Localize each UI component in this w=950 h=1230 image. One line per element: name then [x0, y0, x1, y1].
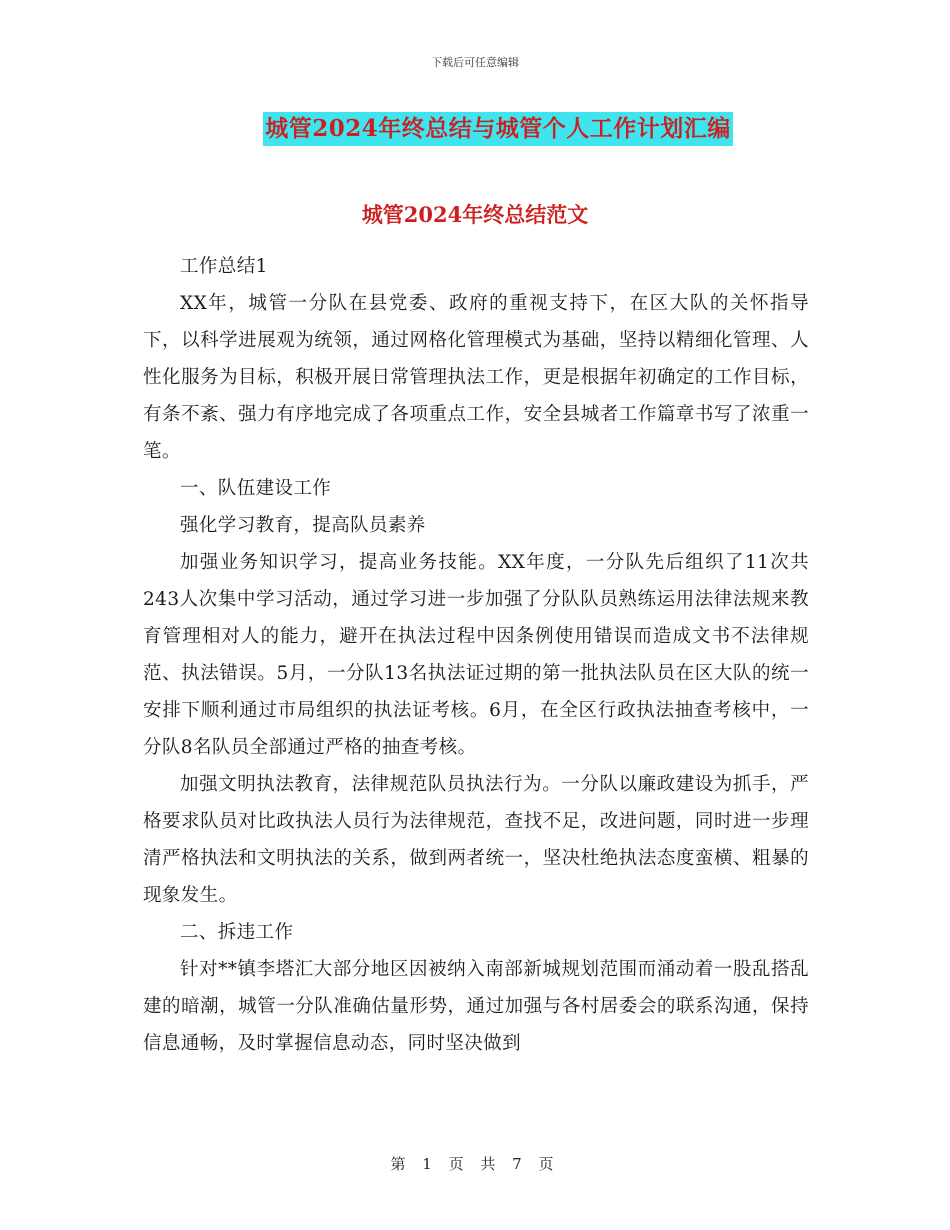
paragraph-subtitle: 工作总结1 [180, 256, 268, 277]
document-title-container [0, 112, 950, 146]
document-title: 城管2024年终总结与城管个人工作计划汇编 [263, 112, 733, 146]
paragraph-heading: 一、队伍建设工作 [180, 478, 332, 499]
paragraph: 加强业务知识学习，提高业务技能。XX年度，一分队先后组织了11次共243人次集中学习活动，通过学习进一步加强了分队队员熟练运用法律法规来教育管理相对人的能力，避开在执法过程中因条例使用错误而造成文书不法律规范、执法错误。5月，一分队13名执法证过期的第一批执法队员在区大队的统一安排下顺利通过市局组织的执法证考核。6月，在全区行政执法抽查考核中，一分队8名队员全部通过严格的抽查考核。 [143, 552, 809, 758]
paragraph-subheading: 强化学习教育，提高队员素养 [180, 515, 426, 536]
document-body [143, 248, 809, 1062]
page-footer: 第 1 页 共 7 页 [390, 1155, 560, 1173]
paragraph: 针对**镇李塔汇大部分地区因被纳入南部新城规划范围而涌动着一股乱搭乱建的暗潮，城管一分队准确估量形势，通过加强与各村居委会的联系沟通，保持信息通畅，及时掌握信息动态，同时坚决做到 [143, 959, 809, 1054]
paragraph-heading: 二、拆违工作 [180, 922, 294, 943]
header-note: 下载后可任意编辑 [431, 56, 519, 69]
section-title: 城管2024年终总结范文 [361, 202, 589, 227]
paragraph: 加强文明执法教育，法律规范队员执法行为。一分队以廉政建设为抓手，严格要求队员对比政执法人员行为法律规范，查找不足，改进问题，同时进一步理清严格执法和文明执法的关系，做到两者统一，坚决杜绝执法态度蛮横、粗暴的现象发生。 [143, 774, 809, 906]
paragraph: XX年，城管一分队在县党委、政府的重视支持下，在区大队的关怀指导下，以科学进展观为统领，通过网格化管理模式为基础，坚持以精细化管理、人性化服务为目标，积极开展日常管理执法工作，更是根据年初确定的工作目标，有条不紊、强力有序地完成了各项重点工作，安全县城者工作篇章书写了浓重一笔。 [143, 293, 809, 462]
